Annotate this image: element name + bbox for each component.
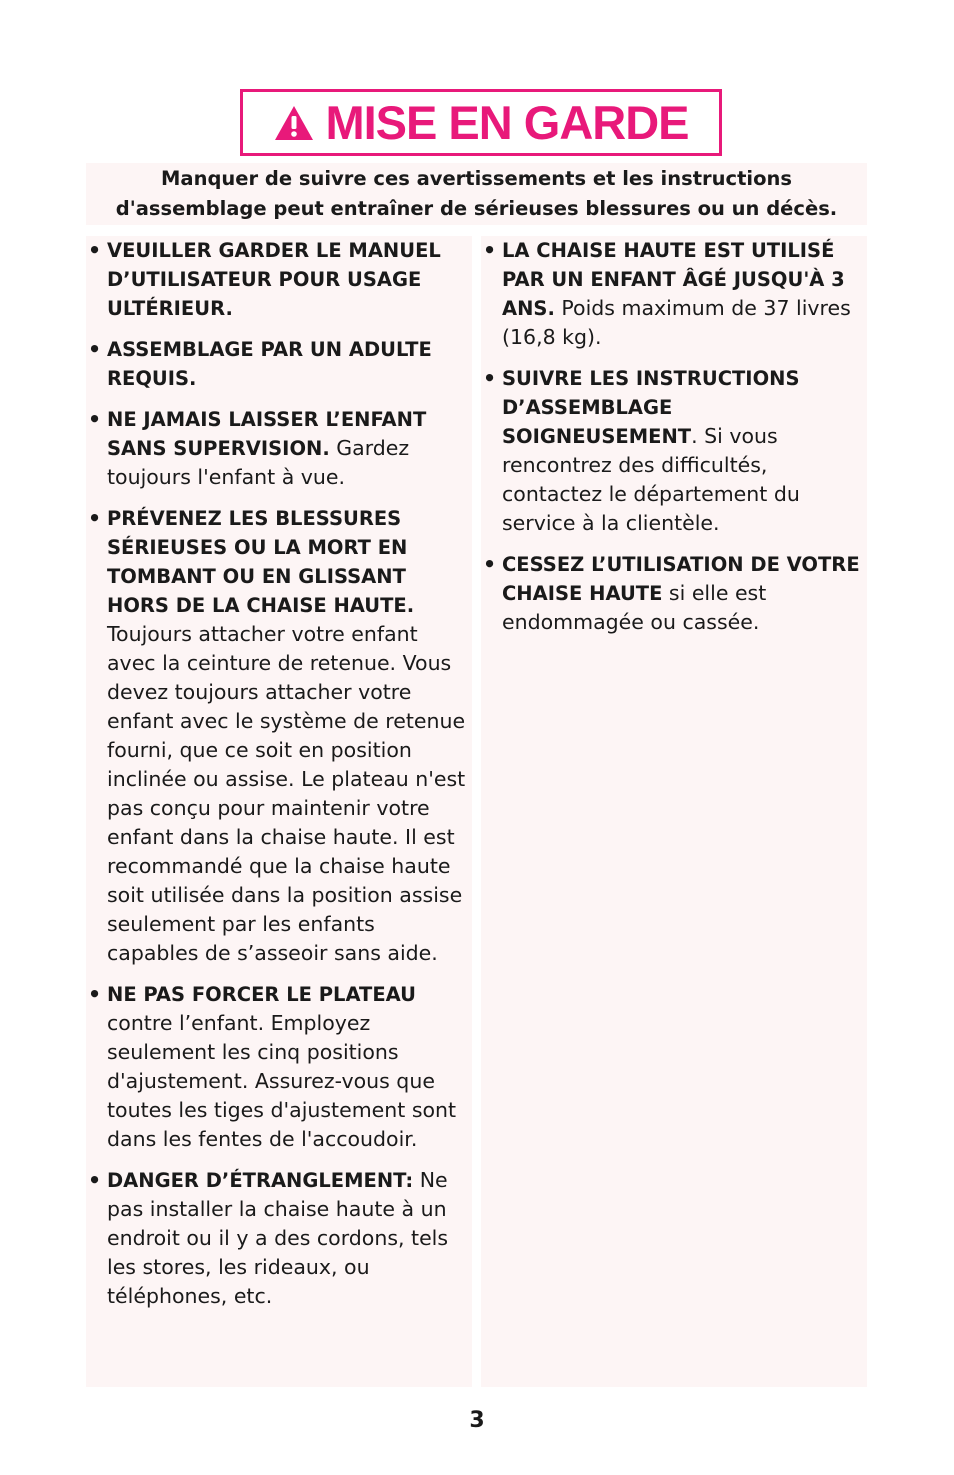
warning-item-heading: NE JAMAIS LAISSER L’ENFANT SANS SUPERVISION.	[107, 408, 427, 460]
left-warning-list	[86, 236, 472, 1311]
warning-item	[86, 405, 472, 492]
right-column	[481, 236, 867, 1387]
warning-item	[481, 364, 867, 538]
bullet: •	[483, 238, 497, 262]
warning-item	[481, 550, 867, 637]
bullet: •	[88, 238, 102, 262]
bullet: •	[88, 1168, 102, 1192]
warning-item	[86, 504, 472, 968]
warning-item-text: Ne pas installer la chaise haute à un endroit ou il y a des cordons, tels les stores, les rideaux, ou téléphones, etc.	[107, 1168, 449, 1308]
warning-title	[273, 96, 689, 149]
warning-item	[481, 236, 867, 352]
warning-item-heading: LA CHAISE HAUTE EST UTILISÉ PAR UN ENFANT ÂGÉ JUSQU'À 3 ANS.	[502, 239, 845, 320]
warning-item-text: Poids maximum de 37 livres (16,8 kg).	[502, 296, 851, 349]
warning-item-text: si elle est endommagée ou cassée.	[502, 581, 767, 634]
warning-item-heading: ASSEMBLAGE PAR UN ADULTE REQUIS.	[107, 338, 432, 390]
intro-line-2: d'assemblage peut entraîner de sérieuses blessures ou un décès.	[115, 197, 838, 220]
warning-item	[86, 236, 472, 323]
warning-item-text: Gardez toujours l'enfant à vue.	[107, 436, 410, 489]
right-warning-list	[481, 236, 867, 637]
warning-title-box	[240, 89, 722, 156]
intro-line-1: Manquer de suivre ces avertissements et les instructions	[161, 167, 792, 190]
warning-item-text: . Si vous rencontrez des difficultés, contactez le département du service à la clientèle.	[502, 424, 800, 535]
intro-warning	[86, 163, 867, 225]
warning-item	[86, 980, 472, 1154]
page-title: MISE EN GARDE	[325, 96, 689, 149]
warning-item	[86, 1166, 472, 1311]
bullet: •	[88, 506, 102, 530]
warning-item-heading: SUIVRE LES INSTRUCTIONS D’ASSEMBLAGE SOIGNEUSEMENT	[502, 367, 800, 448]
warning-item-heading: PRÉVENEZ LES BLESSURES SÉRIEUSES OU LA MORT EN TOMBANT OU EN GLISSANT HORS DE LA CHAISE HAUTE.	[107, 507, 415, 617]
warning-item	[86, 335, 472, 393]
warning-item-heading: VEUILLER GARDER LE MANUEL D’UTILISATEUR POUR USAGE ULTÉRIEUR.	[107, 239, 441, 320]
page-number: 3	[469, 1408, 485, 1433]
warning-item-heading: DANGER D’ÉTRANGLEMENT:	[107, 1169, 414, 1192]
warning-item-heading: CESSEZ L’UTILISATION DE VOTRE CHAISE HAUTE	[502, 553, 860, 605]
bullet: •	[88, 982, 102, 1006]
warning-triangle-icon	[273, 104, 315, 142]
left-column	[86, 236, 472, 1387]
warning-item-heading: NE PAS FORCER LE PLATEAU	[107, 983, 416, 1006]
bullet: •	[483, 552, 497, 576]
warning-item-text: Toujours attacher votre enfant avec la ceinture de retenue. Vous devez toujours attacher votre enfant avec le système de retenue fourni, que ce soit en position inclinée ou assise. Le plateau n'est pas conçu pour maintenir votre enfant dans la chaise haute. Il est recommandé que la chaise haute soit utilisée dans la position assise seulement par les enfants capables de s’asseoir sans aide.	[107, 622, 466, 965]
bullet: •	[88, 407, 102, 431]
warning-item-text: contre l’enfant. Employez seulement les cinq positions d'ajustement. Assurez-vous que toutes les tiges d'ajustement sont dans les fentes de l'accoudoir.	[107, 1011, 457, 1151]
bullet: •	[88, 337, 102, 361]
bullet: •	[483, 366, 497, 390]
